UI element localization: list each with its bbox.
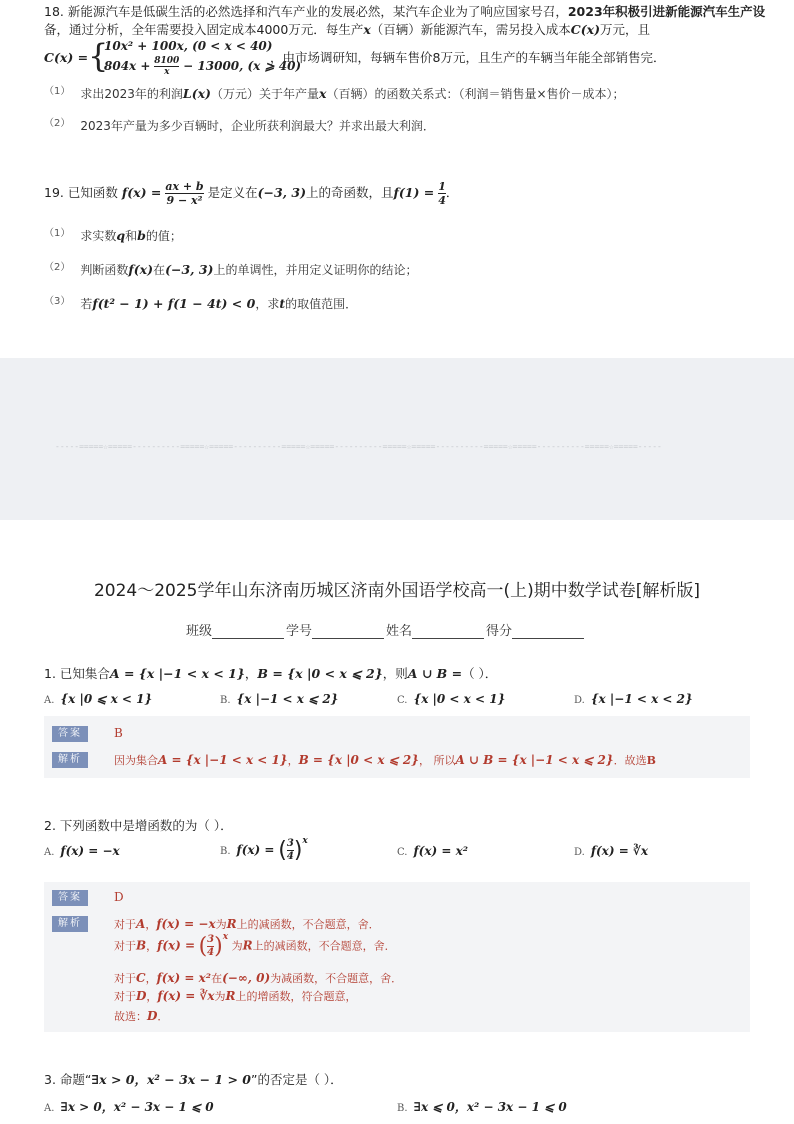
q18-sub2: $^{(2)}$ 2023年产量为多少百辆时，企业所获利润最大？并求出最大利润．: [44, 118, 435, 133]
q1-option-c[interactable]: C. {x |0 < x < 1}: [397, 692, 506, 706]
id-label: 学号: [286, 624, 313, 639]
q18-cost-function: C(x) = { 10x² + 100x, (0 < x < 40) 804x + $\frac{8100}{x}$ − 13000, (x ⩾ 40) ，由市场调研知，每辆车售价8万元，且生产的车辆当年能全部销售完．: [44, 37, 666, 77]
q2-analysis-line5: 故选：D．: [114, 1009, 169, 1023]
q2-analysis-line2: 对于B，f(x) = ( $\frac{3}{4}$ )$^x$ 为R上的减函数，不合题意，舍．: [114, 931, 396, 959]
name-label: 姓名: [386, 624, 413, 639]
q2-answer-box: [44, 882, 750, 1032]
q3-stem: 3. 命题“∃x > 0，x² − 3x − 1 > 0”的否定是（ ）．: [44, 1072, 343, 1087]
q19-fraction: $\frac{ax + b}{\text{9 − x²}}$: [165, 180, 204, 207]
q2-analysis-line4: 对于D，f(x) = ∛x为R上的增函数，符合题意，: [114, 989, 357, 1003]
q3-option-a[interactable]: A. ∃x > 0，x² − 3x − 1 ⩽ 0: [44, 1100, 214, 1114]
score-label: 得分: [486, 624, 513, 639]
q1-stem: 1. 已知集合A = {x |−1 < x < 1}，B = {x |0 < x ⩽ 2}，则A ∪ B =（ ）．: [44, 666, 498, 681]
q2-option-a[interactable]: A. f(x) = −x: [44, 844, 120, 858]
q1-answer: B: [114, 726, 123, 740]
page-gap: [0, 358, 794, 520]
q1-option-a[interactable]: A. {x |0 ⩽ x < 1}: [44, 692, 153, 706]
student-info-line: [186, 620, 586, 639]
q19-sub2: $^{(2)}$ 判断函数f(x)在(−3, 3)上的单调性，并用定义证明你的结论；: [44, 262, 418, 277]
page-separator: -----=====☆=====----------=====☆=====----------=====☆=====----------=====☆=====----------=====☆=====----------=====☆=====-----: [55, 442, 662, 451]
q18-line2: 备，通过分析，全年需要投入固定成本4000万元．每生产x（百辆）新能源汽车，需另投入成本C(x)万元，且: [44, 22, 651, 37]
exam-title: 2024～2025学年山东济南历城区济南外国语学校高一(上)期中数学试卷[解析版]: [93, 581, 701, 601]
q2-option-c[interactable]: C. f(x) = x²: [397, 844, 468, 858]
class-blank[interactable]: [212, 624, 284, 639]
q2-option-d[interactable]: D. f(x) = ∛x: [574, 844, 648, 858]
left-brace: {: [88, 37, 109, 75]
q19-stem: 19. 已知函数 f(x) = $\frac{ax + b}{\text{9 − x²}}$ 是定义在(−3, 3)上的奇函数，且f(1) = $\frac{1}{4}$ ．: [44, 180, 459, 207]
q1-answer-box: [44, 716, 750, 778]
q1-analysis: 因为集合A = {x |−1 < x < 1}，B = {x |0 < x ⩽ 2}， 所以A ∪ B = {x |−1 < x ⩽ 2}．故选B: [114, 753, 656, 767]
answer-tag: 答案: [52, 890, 88, 906]
q2-stem: 2. 下列函数中是增函数的为（ ）．: [44, 818, 233, 833]
q1-option-d[interactable]: D. {x |−1 < x < 2}: [574, 692, 693, 706]
q1-option-b[interactable]: B. {x |−1 < x ⩽ 2}: [220, 692, 339, 706]
q2-analysis-line3: 对于C，f(x) = x²在(−∞, 0)为减函数，不合题意，舍．: [114, 971, 403, 985]
analysis-tag: 解析: [52, 752, 88, 768]
q3-option-b[interactable]: B. ∃x ⩽ 0，x² − 3x − 1 ⩽ 0: [397, 1100, 567, 1114]
analysis-tag: 解析: [52, 916, 88, 932]
fraction-8100-over-x: $\frac{8100}{x}$: [154, 56, 180, 77]
q2-analysis-line1: 对于A，f(x) = −x为R上的减函数，不合题意，舍．: [114, 917, 380, 931]
q19-one-quarter: $\frac{1}{4}$: [438, 180, 446, 207]
score-blank[interactable]: [512, 624, 584, 639]
q2-answer: D: [114, 890, 124, 904]
answer-tag: 答案: [52, 726, 88, 742]
class-label: 班级: [186, 624, 213, 639]
q19-sub3: $^{(3)}$ 若f(t² − 1) + f(1 − 4t) < 0，求t的取值范围．: [44, 296, 358, 311]
q18-line1: 18. 新能源汽车是低碳生活的必然选择和汽车产业的发展必然，某汽车企业为了响应国家号召，2023年积极引进新能源汽车生产设: [44, 4, 766, 19]
q19-sub1: $^{(1)}$ 求实数q和b的值；: [44, 228, 182, 243]
name-blank[interactable]: [412, 624, 484, 639]
q18-sub1: $^{(1)}$ 求出2023年的利润L(x)（万元）关于年产量x（百辆）的函数关系式：（利润＝销售量×售价－成本）；: [44, 86, 625, 101]
id-blank[interactable]: [312, 624, 384, 639]
q2-option-b[interactable]: B. f(x) = ( $\frac{3}{4}$ )$^x$: [220, 836, 308, 863]
